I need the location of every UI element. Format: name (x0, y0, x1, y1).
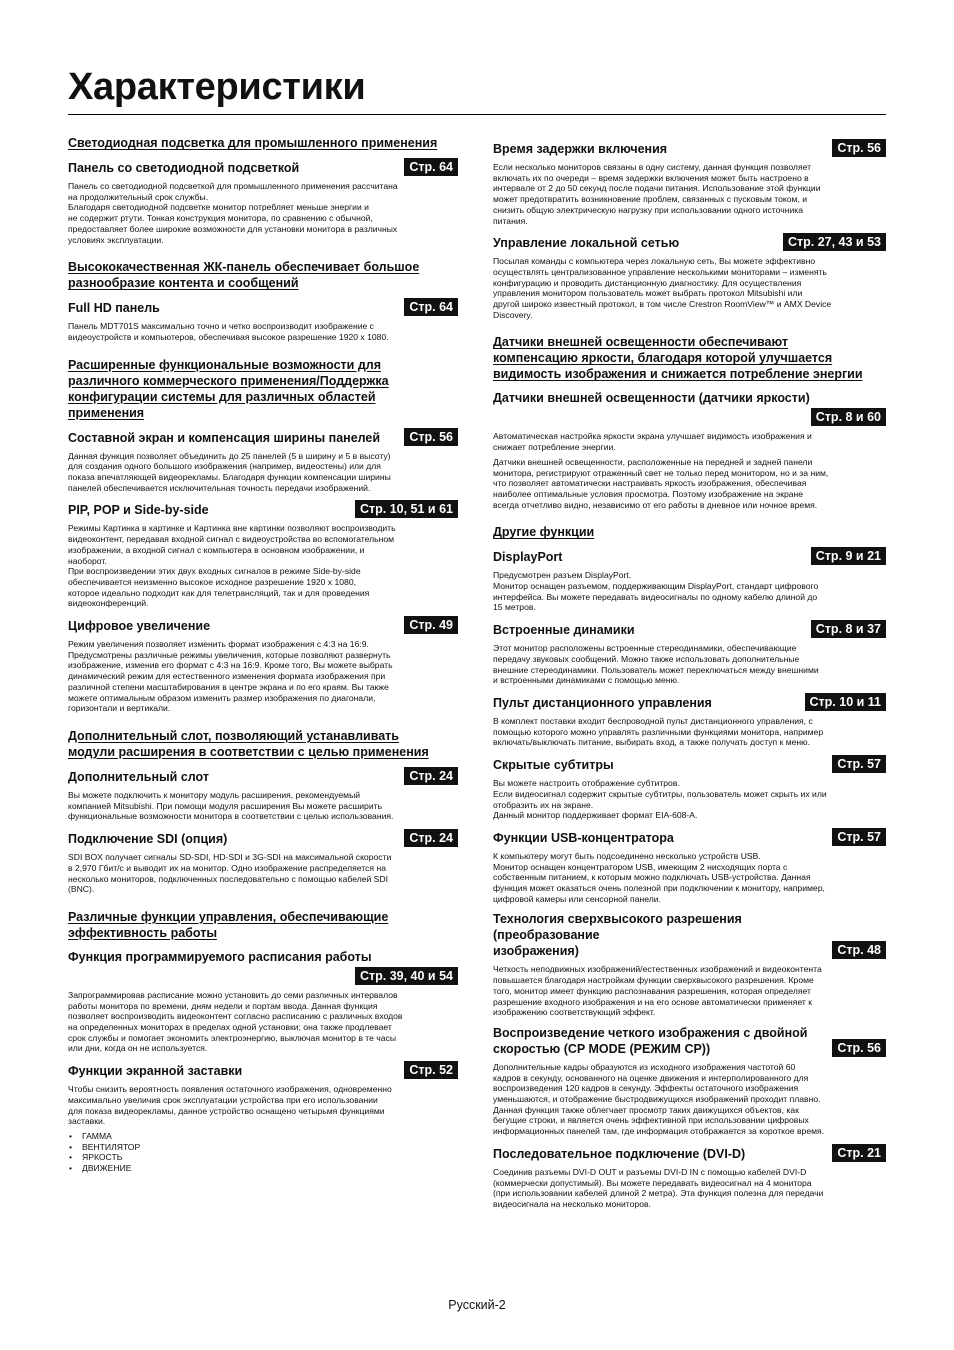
page-reference-badge: Стр. 27, 43 и 53 (783, 233, 886, 251)
page-reference-badge: Стр. 39, 40 и 54 (355, 967, 458, 985)
section-heading: Расширенные функциональные возможности для различного коммерческого применения/Поддержка конфигурации системы для различных областей применения (68, 357, 389, 420)
feature-header (68, 500, 458, 518)
feature-item (68, 948, 458, 1054)
feature-item (68, 298, 458, 342)
feature-title: Датчики внешней освещенности (датчики яркости) (493, 391, 810, 406)
feature-header (493, 547, 886, 565)
feature-header (493, 139, 886, 157)
feature-description: Режимы Картинка в картинке и Картинка вне картинки позволяют воспроизводить видеоконтент, передавая входной сигнал с видеоустройства во вспомогательном изображении, а входной сигнал с компьютера в основном изображении, и наоборот. При воспроизведении этих двух входных сигналов в режиме Side-by-side обеспечивается неизменно высокое исходное разрешение 1920 x 1080, которое идеально подходит как для телетрансляций, так и для проведения видеоконференций. (68, 523, 396, 609)
feature-item (493, 911, 886, 1018)
feature-description: Датчики внешней освещенности, расположенные на передней и задней панели монитора, регистрируют отраженный свет не только перед монитором, но и за ним, что позволяет автоматически настраивать яркость изображения, обеспечивая наиболее оптимальные условия просмотра. Поэтому изображение на экране всегда отчетливо видно, независимо от его работы в дневное или ночное время. (493, 456, 829, 510)
feature-item (68, 500, 458, 609)
feature-description: Соединив разъемы DVI-D OUT и разъемы DVI-D IN с помощью кабелей DVI-D (коммерчески допустимый). Вы можете передавать видеосигнал на 4 монитора (при использовании кабелей длиной 2 метра). Эта функция полезна для передачи видеосигнала на несколько мониторов. (493, 1166, 824, 1209)
feature-header (493, 911, 886, 959)
feature-header (493, 389, 886, 426)
feature-title: Время задержки включения (493, 142, 668, 156)
feature-header (68, 948, 458, 985)
feature-description: Посылая команды с компьютера через локальную сеть, Вы можете эффективно осуществлять централизованное управление несколькими мониторами – изменять конфигурацию и проводить дистанционную диагностику. Для осуществления управления монитором пользователь может выбрать протокол Mitsubishi или другой широко известный протокол, в том числе Crestron RoomView™ и AMX Device Discovery. (493, 256, 832, 320)
feature-header (68, 428, 458, 446)
feature-title: Управление локальной сетью (493, 236, 680, 251)
feature-item (493, 755, 886, 821)
feature-title: Последовательное подключение (DVI-D) (493, 1146, 746, 1161)
feature-title: Панель со светодиодной подсветкой (68, 161, 300, 175)
feature-item (68, 428, 458, 494)
page-number: Русский-2 (448, 1298, 506, 1312)
feature-header (493, 693, 886, 711)
page-reference-badge: Стр. 56 (404, 428, 458, 446)
section-heading: Светодиодная подсветка для промышленного применения (68, 136, 438, 150)
feature-section (68, 259, 458, 342)
feature-description: Предусмотрен разъем DisplayPort. Монитор оснащен разъемом, поддерживающим DisplayPort, стандарт цифрового интерфейса. Вы можете передавать видеосигналы по одному кабелю длиной до 15 метров. (493, 570, 819, 613)
feature-description: Автоматическая настройка яркости экрана улучшает видимость изображения и снижает потребление энергии. (493, 431, 812, 453)
feature-section (68, 357, 458, 714)
feature-description: Вы можете подключить к монитору модуль расширения, рекомендуемый компанией Mitsubishi. При помощи модуля расширения Вы можете расширить функциональные возможности монитора в соответствии с целью использования. (68, 789, 394, 822)
feature-header (493, 233, 886, 251)
feature-title: Функция программируемого расписания работы (68, 949, 372, 964)
feature-header (68, 767, 458, 785)
page-reference-badge: Стр. 8 и 37 (811, 620, 886, 638)
feature-title: Функции экранной заставки (68, 1064, 243, 1079)
feature-title: Встроенные динамики (493, 623, 635, 638)
feature-title: Цифровое увеличение (68, 619, 211, 634)
feature-description: Запрограммировав расписание можно установить до семи различных интервалов работы монитора по времени, дням недели и портам ввода. Данная функция позволяет воспроизводить видеоконтент согласно расписанию с различных входов на определенных мониторах в пределах одной установки; она также продлевает срок службы и помогает экономить электроэнергию, выключая монитор в те часы или дни, когда он не используется. (68, 989, 403, 1054)
feature-description: Четкость неподвижных изображений/естественных изображений и видеоконтента повышается благодаря настройкам функции сверхвысокого разрешения. Кроме того, монитор имеет функцию распознавания разрешения, которая определяет разрешение входного изображения и на его основе автоматически применяет к изображению соответствующий эффект. (493, 964, 822, 1018)
feature-description: Режим увеличения позволяет изменить формат изображения с 4:3 на 16:9. Предусмотрены различные режимы увеличения, которые позволяют развернуть изображение, изменив его формат с 4:3 на 16:9. Кроме того, Вы можете выбрать динамический режим для естественного изменения формата изображения при различной степени масштабирования в центре экрана и по его краям. Вы также можете оптимальным образом изменить размер изображения по диагонали, горизонтали и вертикали. (68, 639, 393, 714)
feature-item (493, 828, 886, 905)
feature-title: DisplayPort (493, 550, 563, 565)
page-reference-badge: Стр. 10, 51 и 61 (355, 500, 458, 518)
feature-header (493, 828, 886, 846)
feature-header (493, 620, 886, 638)
feature-section (68, 909, 458, 1174)
feature-title: Пульт дистанционного управления (493, 695, 712, 710)
section-heading: Датчики внешней освещенности обеспечивают компенсацию яркости, благодаря которой улучшается видимость изображения и снижается потребление энергии (493, 335, 863, 382)
feature-header (493, 1144, 886, 1162)
feature-title: Скрытые субтитры (493, 758, 614, 773)
feature-title: Дополнительный слот (68, 769, 209, 784)
page-reference-badge: Стр. 9 и 21 (811, 547, 886, 565)
feature-title: Технология сверхвысокого разрешения (преобразование изображения) (493, 912, 742, 959)
bullet-item: • ВЕНТИЛЯТОР (68, 1142, 458, 1153)
feature-description: Этот монитор расположены встроенные стереодинамики, обеспечивающие передачу звуковых сообщений. Можно также использовать дополнительные внешние стереодинамики. Пользователь может переключаться между внешними и встроенными динамиками с помощью меню. (493, 643, 819, 686)
feature-item (493, 1025, 886, 1137)
page-reference-badge: Стр. 24 (404, 829, 458, 847)
feature-header (68, 616, 458, 634)
page-reference-badge: Стр. 8 и 60 (811, 408, 886, 426)
bullet-item: • ЯРКОСТЬ (68, 1152, 458, 1163)
feature-header (493, 755, 886, 773)
feature-section (493, 524, 886, 1209)
feature-description: Дополнительные кадры образуются из исходного изображения частотой 60 кадров в секунду, основанного на оценке движения и интерполированного для воспроизведения 120 кадров в секунду. Эффекты остаточного изображения уменьшаются, и отображение быстродвижущихся изображений проходит плавно. Данная функция также облегчает просмотр таких движущихся объектов, как бегущие строки, и является очень эффективной при использовании цифровых информационных панелей там, где информация отображается за короткое время. (493, 1061, 825, 1137)
feature-item (68, 1061, 458, 1174)
feature-section (493, 139, 886, 320)
page-reference-badge: Стр. 21 (832, 1144, 886, 1162)
section-heading: Различные функции управления, обеспечивающие эффективность работы (68, 909, 389, 940)
feature-item (493, 620, 886, 686)
feature-header (68, 1061, 458, 1079)
bullet-item: • ДВИЖЕНИЕ (68, 1163, 458, 1174)
page-reference-badge: Стр. 24 (404, 767, 458, 785)
page-reference-badge: Стр. 64 (404, 158, 458, 176)
feature-item (68, 829, 458, 895)
feature-item (493, 1144, 886, 1210)
page-reference-badge: Стр. 48 (832, 941, 886, 959)
feature-description: Данная функция позволяет объединить до 25 панелей (5 в ширину и 5 в высоту) для создания одного большого изображения (например, видеостены) или для показа впечатляющей видеорекламы. Благодаря функции компенсации ширины панелей обеспечивается исключительная точность передачи изображений. (68, 450, 391, 493)
page-title: Характеристики (68, 66, 366, 108)
feature-description: Если несколько мониторов связаны в одну систему, данная функция позволяет включать их по очереди – время задержки включения может быть настроено в интервале от 2 до 50 секунд после подачи питания. Использование этой функции может предотвратить возникновение проблем, связанных с пусковым током, и снизить общую электрическую нагрузку при использовании одного источника питания. (493, 162, 821, 226)
page-reference-badge: Стр. 56 (832, 1039, 886, 1057)
section-heading: Высококачественная ЖК-панель обеспечивает большое разнообразие контента и сообщений (68, 260, 420, 291)
page-reference-badge: Стр. 57 (832, 828, 886, 846)
feature-title: Воспроизведение четкого изображения с двойной скоростью (CP MODE (РЕЖИМ CP)) (493, 1025, 808, 1056)
bullet-item: • ГАММА (68, 1131, 458, 1142)
bullet-list (68, 1131, 458, 1174)
section-heading: Другие функции (493, 525, 595, 540)
feature-description: Чтобы снизить вероятность появления остаточного изображения, одновременно максимально увеличив срок эксплуатации устройства при его использовании для показа видеорекламы, данное устройство оснащено четырьмя функциями заставки. (68, 1084, 392, 1127)
feature-section (68, 135, 458, 245)
feature-description: Панель MDT701S максимально точно и четко воспроизводит изображение с видеоустройств и компьютеров, обеспечивая высокое разрешение 1920 x 1080. (68, 321, 389, 342)
feature-item (493, 389, 886, 510)
feature-item (493, 233, 886, 320)
feature-description: К компьютеру могут быть подсоединено несколько устройств USB. Монитор оснащен концентратором USB, имеющим 2 нисходящих порта с собственным питанием, к которым можно подключать USB-устройства. Данная функция может оказаться очень полезной при подключении к монитору, например, цифровой камеры или сенсорной панели. (493, 850, 825, 904)
title-divider (68, 114, 886, 115)
page-reference-badge: Стр. 49 (404, 616, 458, 634)
feature-section (68, 728, 458, 895)
feature-title: Функции USB-концентратора (493, 830, 674, 845)
feature-header (68, 829, 458, 847)
feature-header (493, 1025, 886, 1057)
feature-title: PIP, POP и Side-by-side (68, 503, 209, 518)
page-reference-badge: Стр. 64 (404, 298, 458, 316)
feature-item (493, 547, 886, 613)
feature-header (68, 158, 458, 176)
feature-item (68, 767, 458, 822)
page-reference-badge: Стр. 10 и 11 (805, 693, 886, 711)
feature-description: SDI BOX получает сигналы SD-SDI, HD-SDI и 3G-SDI на максимальной скорости в 2,970 Гбит/с и выводит их на монитор. Одно изображение распределяется на несколько мониторов, подключенных последовательно с помощью кабелей SDI (BNC). (68, 852, 392, 895)
feature-description: Вы можете настроить отображение субтитров. Если видеосигнал содержит скрытые субтитры, пользователь может скрыть их или отобразить их на экране. Данный монитор поддерживает формат EIA-608-A. (493, 778, 827, 821)
page-reference-badge: Стр. 57 (832, 755, 886, 773)
feature-item (493, 693, 886, 748)
right-column (493, 132, 886, 1214)
feature-header (68, 298, 458, 316)
feature-item (68, 158, 458, 245)
page-reference-badge: Стр. 56 (832, 139, 886, 157)
feature-title: Составной экран и компенсация ширины панелей (68, 430, 381, 445)
feature-description: Панель со светодиодной подсветкой для промышленного применения рассчитана на продолжительный срок службы. Благодаря светодиодной подсветке монитор потребляет меньше энергии и не содержит ртути. Тонкая конструкция монитора, по сравнению с обычной, предоставляет более широкие возможности для установки монитора в различных условиях эксплуатации. (68, 181, 398, 245)
feature-description: В комплект поставки входит беспроводной пульт дистанционного управления, с помощью которого можно управлять различными функциями монитора, например включать/выключать питание, выбирать вход, а также получать доступ к меню. (493, 715, 824, 748)
left-column (68, 132, 458, 1174)
feature-item (493, 139, 886, 226)
feature-item (68, 616, 458, 714)
feature-title: Подключение SDI (опция) (68, 832, 228, 847)
page-reference-badge: Стр. 52 (404, 1061, 458, 1079)
feature-section (493, 334, 886, 510)
feature-title: Full HD панель (68, 301, 160, 316)
section-heading: Дополнительный слот, позволяющий устанавливать модули расширения в соответствии с целью применения (68, 728, 429, 759)
